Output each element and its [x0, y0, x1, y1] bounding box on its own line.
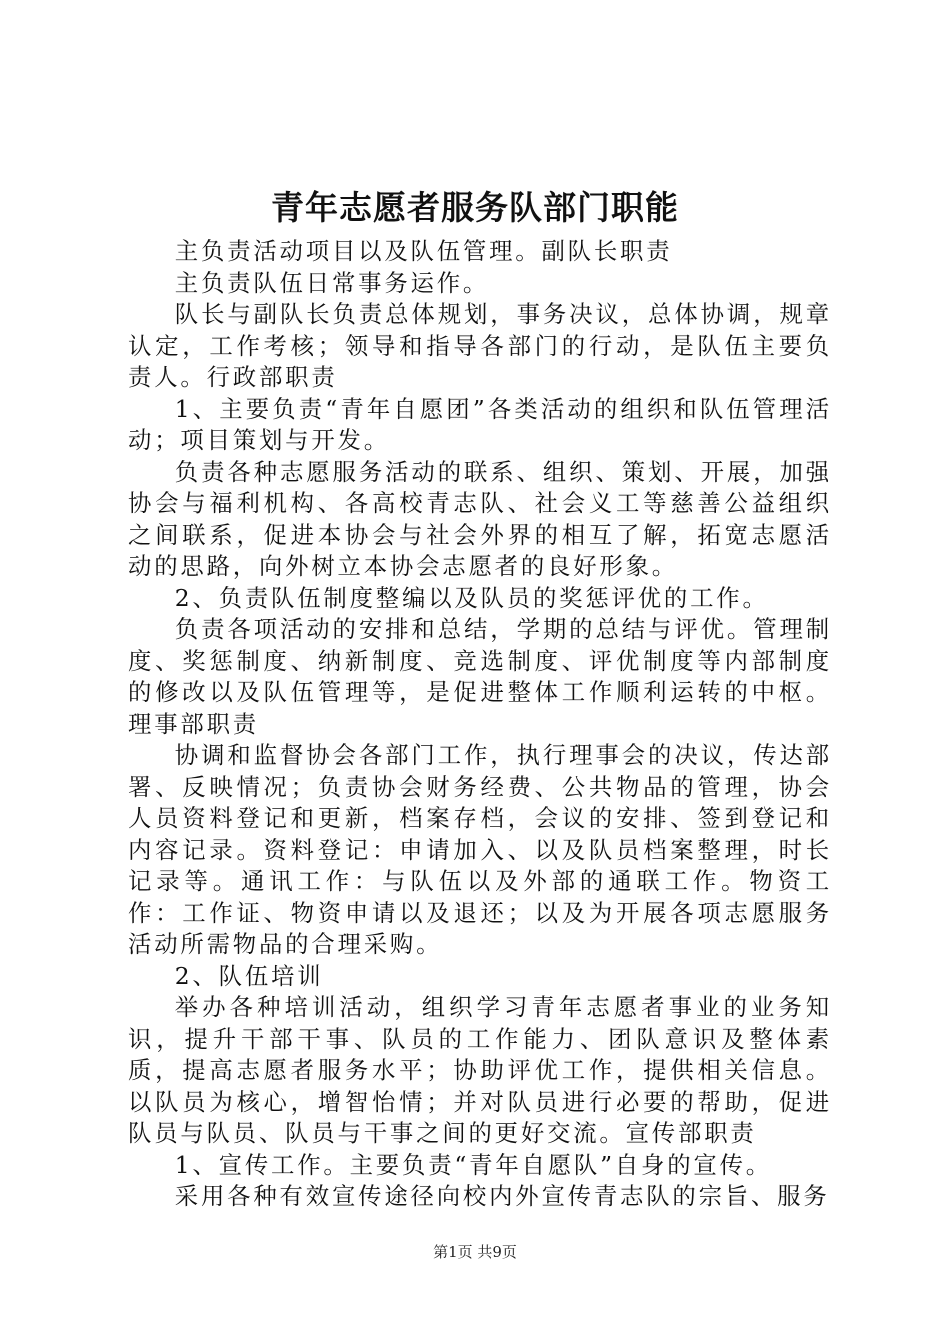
paragraph: 采用各种有效宣传途径向校内外宣传青志队的宗旨、服务: [174, 1182, 830, 1210]
paragraph: 负责各种志愿服务活动的联系、组织、策划、开展，加强协会与福利机构、各高校青志队、社会义工等慈善公益组织之间联系，促进本协会与社会外界的相互了解，拓宽志愿活动的思路，向外树立本协会志愿者的良好形象。: [128, 457, 832, 580]
paragraph: 1、宣传工作。主要负责“青年自愿队”自身的宣传。: [174, 1150, 772, 1179]
paragraph: 主负责队伍日常事务运作。: [174, 268, 490, 297]
paragraph: 主负责活动项目以及队伍管理。副队长职责: [174, 237, 673, 265]
paragraph: 举办各种培训活动，组织学习青年志愿者事业的业务知识，提升干部干事、队员的工作能力、团队意识及整体素质，提高志愿者服务水平；协助评优工作，提供相关信息。以队员为核心，增智怡情；并对队员进行必要的帮助，促进队员与队员、队员与干事之间的更好交流。宣传部职责: [128, 993, 832, 1147]
paragraph: 2、队伍培训: [174, 961, 324, 990]
document-body: [128, 236, 832, 1213]
document-title: 青年志愿者服务队部门职能: [271, 188, 679, 227]
page-number-footer: 第1页 共9页: [433, 1243, 517, 1261]
paragraph: 协调和监督协会各部门工作，执行理事会的决议，传达部署、反映情况；负责协会财务经费、公共物品的管理，协会人员资料登记和更新，档案存档，会议的安排、签到登记和内容记录。资料登记：申请加入、以及队员档案整理，时长记录等。通讯工作：与队伍以及外部的通联工作。物资工作：工作证、物资申请以及退还；以及为开展各项志愿服务活动所需物品的合理采购。: [128, 741, 832, 958]
paragraph: 负责各项活动的安排和总结，学期的总结与评优。管理制度、奖惩制度、纳新制度、竞选制度、评优制度等内部制度的修改以及队伍管理等，是促进整体工作顺利运转的中枢。理事部职责: [128, 615, 832, 738]
paragraph: 1、主要负责“青年自愿团”各类活动的组织和队伍管理活动；项目策划与开发。: [128, 394, 832, 454]
paragraph: 2、负责队伍制度整编以及队员的奖惩评优的工作。: [174, 583, 769, 612]
paragraph: 队长与副队长负责总体规划，事务决议，总体协调，规章认定，工作考核；领导和指导各部门的行动，是队伍主要负责人。行政部职责: [128, 300, 832, 391]
